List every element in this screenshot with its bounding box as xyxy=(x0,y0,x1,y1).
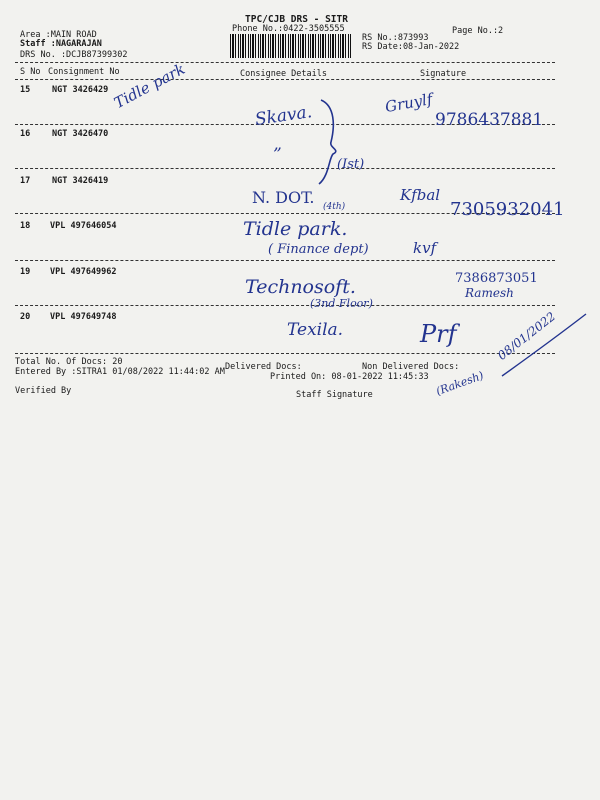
row-sno: 20 xyxy=(20,312,31,322)
barcode-image xyxy=(230,34,352,58)
page-number: Page No.:2 xyxy=(452,26,504,36)
staff-signature: Staff Signature xyxy=(296,390,373,400)
total-docs: Total No. Of Docs: 20 xyxy=(15,357,123,367)
handwritten-tidle-park: Tidle park. xyxy=(243,218,348,240)
rs-number: RS No.:873993 xyxy=(362,33,429,43)
row-sno: 17 xyxy=(20,176,31,186)
row-consignment: NGT 3426419 xyxy=(52,176,109,186)
handwritten-ditto: ” xyxy=(273,145,282,165)
header-divider xyxy=(15,62,555,63)
row-sno: 16 xyxy=(20,129,31,139)
verified-by: Verified By xyxy=(15,386,72,396)
handwritten-floor: (3nd Floor) xyxy=(310,297,373,310)
row-consignment: VPL 497649748 xyxy=(50,312,117,322)
handwritten-phone: 7305932041 xyxy=(450,199,565,220)
drs-number: DRS No. :DCJB87399302 xyxy=(20,50,128,60)
row-sno: 15 xyxy=(20,85,31,95)
area-label: Area :MAIN ROAD xyxy=(20,30,97,40)
handwritten-ndot: N. DOT. xyxy=(252,188,315,207)
columns-divider xyxy=(15,79,555,80)
non-delivered-docs: Non Delivered Docs: xyxy=(362,362,460,372)
staff-label: Staff :NAGARAJAN xyxy=(20,39,102,49)
table-end-divider xyxy=(15,353,555,354)
handwritten-name: (Rakesh) xyxy=(434,368,486,399)
row-sno: 18 xyxy=(20,221,31,231)
phone-number: Phone No.:0422-3505555 xyxy=(232,24,345,34)
handwritten-skava: Skava. xyxy=(253,102,314,130)
row-sno: 19 xyxy=(20,267,31,277)
col-consignment: Consignment No xyxy=(48,67,120,77)
row-consignment: NGT 3426429 xyxy=(52,85,109,95)
handwritten-name: Ramesh xyxy=(465,286,514,300)
row-divider xyxy=(15,305,555,306)
handwritten-department: ( Finance dept) xyxy=(268,242,369,257)
handwritten-floor: (Ist) xyxy=(337,157,365,172)
handwritten-phone: 9786437881 xyxy=(435,110,544,130)
row-divider xyxy=(15,168,555,169)
handwritten-tidle-park: Tidle park xyxy=(111,59,189,113)
handwritten-technosoft: Technosoft. xyxy=(245,276,356,298)
entered-by: Entered By :SITRA1 01/08/2022 11:44:02 AM xyxy=(15,367,225,377)
handwritten-signature: Kfbal xyxy=(400,186,441,204)
brace-mark xyxy=(315,96,345,188)
row-consignment: VPL 497649962 xyxy=(50,267,117,277)
document-title: TPC/CJB DRS - SITR xyxy=(245,14,348,25)
printed-on: Printed On: 08-01-2022 11:45:33 xyxy=(270,372,429,382)
handwritten-floor: (4th) xyxy=(323,202,346,212)
handwritten-signature: kvf xyxy=(413,239,437,257)
col-signature: Signature xyxy=(420,69,467,79)
handwritten-date: 08/01/2022 xyxy=(495,309,559,363)
col-consignee: Consignee Details xyxy=(240,69,327,79)
row-consignment: NGT 3426470 xyxy=(52,129,109,139)
row-divider xyxy=(15,260,555,261)
signature-stroke xyxy=(500,310,590,380)
handwritten-phone: 7386873051 xyxy=(455,271,538,286)
rs-date: RS Date:08-Jan-2022 xyxy=(362,42,460,52)
row-consignment: VPL 497646054 xyxy=(50,221,117,231)
handwritten-signature: Gruylf xyxy=(383,90,434,117)
delivered-docs: Delivered Docs: xyxy=(225,362,302,372)
col-sno: S No xyxy=(20,67,41,77)
handwritten-texila: Texila. xyxy=(287,320,344,340)
handwritten-signature: Prf xyxy=(420,320,457,348)
